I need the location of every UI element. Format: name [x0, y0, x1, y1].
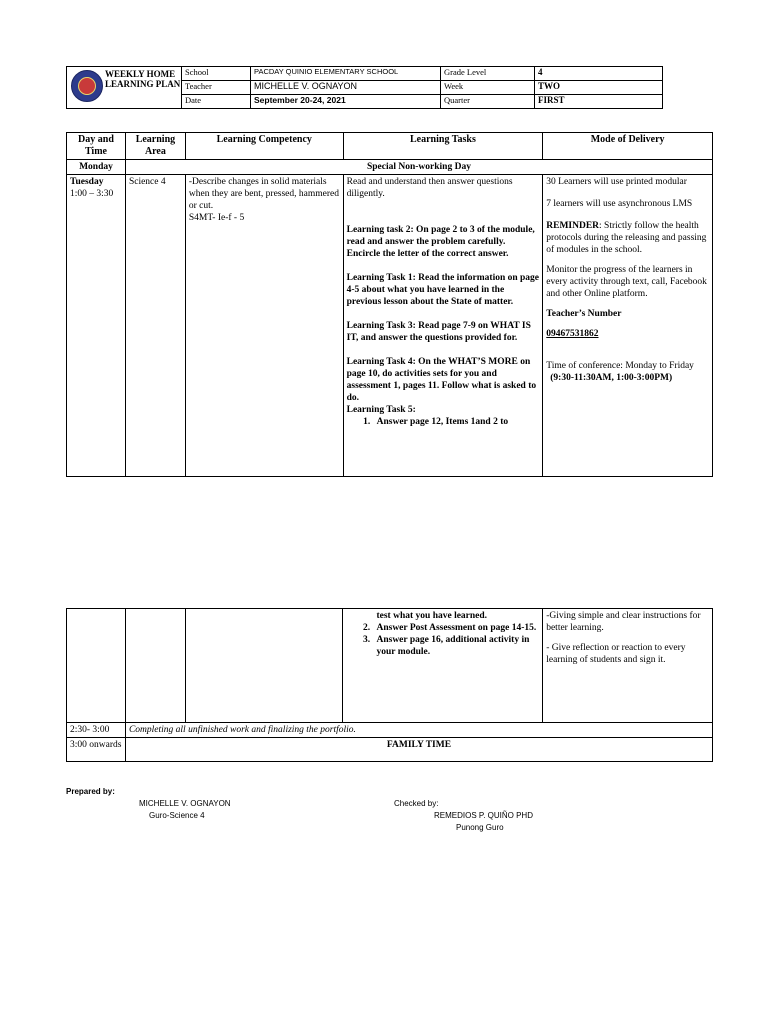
cont-tasks-cell — [343, 609, 543, 723]
cont-competency-cell — [185, 609, 343, 723]
tasks-intro: Read and understand then answer questions diligently. — [346, 177, 513, 199]
task-3: Learning Task 3: Read page 7-9 on WHAT IS IT, and answer the questions provided for. — [346, 321, 531, 343]
tuesday-day: Tuesday — [70, 177, 104, 187]
monday-note: Special Non-working Day — [125, 160, 712, 175]
cont-delivery-cell — [543, 609, 713, 723]
tuesday-area: Science 4 — [125, 175, 185, 477]
task-5-list — [347, 416, 540, 428]
prepared-by-label: Prepared by: — [66, 787, 115, 796]
family-time-text: FAMILY TIME — [125, 738, 712, 762]
reminder-text: : Strictly follow the health protocols during the releasing and passing of modules in the school. — [546, 221, 707, 255]
date-label: Date — [182, 95, 251, 109]
family-time-slot: 3:00 onwards — [67, 738, 126, 762]
logo-cell — [67, 67, 182, 109]
conference-time: Time of conference: Monday to Friday — [546, 361, 694, 371]
portfolio-text: Completing all unfinished work and finalizing the portfolio. — [125, 723, 712, 738]
quarter-value: FIRST — [535, 95, 663, 109]
prepared-by-role: Guro-Science 4 — [149, 811, 205, 820]
task-5-item-2: 2. Answer Post Assessment on page 14-15. — [372, 622, 539, 634]
col-competency: Learning Competency — [185, 133, 343, 160]
task-5-item-3: 3. Answer page 16, additional activity in your module. — [372, 634, 539, 658]
tuesday-tasks-cell — [343, 175, 543, 477]
portfolio-time: 2:30- 3:00 — [67, 723, 126, 738]
task-1: Learning Task 1: Read the information on page 4-5 about what you have learned in the previous lesson about the State of matter. — [346, 273, 540, 307]
checked-by-label: Checked by: — [394, 799, 439, 808]
delivery-reflection: - Give reflection or reaction to every learning of students and sign it. — [546, 643, 686, 665]
monitor-text: Monitor the progress of the learners in every activity through text, call, Facebook and other Online platform. — [546, 265, 707, 299]
col-tasks: Learning Tasks — [343, 133, 543, 160]
plan-title: WEEKLY HOME LEARNING PLAN — [105, 69, 181, 89]
delivery-simple: -Giving simple and clear instructions for better learning. — [546, 611, 701, 633]
checked-by-role: Punong Guro — [456, 823, 504, 832]
col-area: Learning Area — [125, 133, 185, 160]
task-5-list-cont — [346, 622, 539, 658]
prepared-by-name: MICHELLE V. OGNAYON — [139, 799, 231, 808]
task-5: Learning Task 5: — [346, 405, 416, 415]
reminder — [546, 220, 709, 256]
week-value: TWO — [535, 81, 663, 95]
monday-day: Monday — [67, 160, 126, 175]
tuesday-cell — [67, 175, 126, 477]
task-4: Learning Task 4: On the WHAT’S MORE on page 10, do activities sets for you and assessment 1, pages 11. Follow what is asked to do. — [346, 357, 537, 403]
reminder-label: REMINDER — [546, 221, 600, 231]
deped-seal-icon — [71, 70, 103, 102]
task-5-item-1-cont: test what you have learned. — [376, 611, 488, 621]
cont-day-cell — [67, 609, 126, 723]
tuesday-competency-cell — [185, 175, 343, 477]
header-table — [66, 66, 663, 109]
task-5-item-1: 1. Answer page 12, Items 1and 2 to — [373, 416, 540, 428]
tuesday-time: 1:00 – 3:30 — [70, 189, 114, 199]
col-day-time: Day and Time — [67, 133, 126, 160]
delivery-printed: 30 Learners will use printed modular — [546, 177, 687, 187]
date-value: September 20-24, 2021 — [251, 95, 441, 109]
teacher-label: Teacher — [182, 81, 251, 95]
competency-text: -Describe changes in solid materials when they are bent, pressed, hammered or cut. — [188, 177, 339, 211]
teacher-number: 09467531862 — [546, 329, 599, 339]
delivery-lms: 7 learners will use asynchronous LMS — [546, 199, 693, 209]
quarter-label: Quarter — [441, 95, 535, 109]
cont-area-cell — [125, 609, 185, 723]
col-delivery: Mode of Delivery — [543, 133, 713, 160]
school-label: School — [182, 67, 251, 81]
plan-table — [66, 132, 713, 477]
school-value: PACDAY QUINIO ELEMENTARY SCHOOL — [251, 67, 441, 81]
grade-value: 4 — [535, 67, 663, 81]
week-label: Week — [441, 81, 535, 95]
task-2: Learning task 2: On page 2 to 3 of the module, read and answer the problem carefully. Encircle the letter of the correct answer. — [346, 225, 535, 259]
plan-table-continued — [66, 608, 713, 762]
teacher-value: MICHELLE V. OGNAYON — [251, 81, 441, 95]
teacher-number-label: Teacher’s Number — [546, 309, 622, 319]
grade-label: Grade Level — [441, 67, 535, 81]
competency-code: S4MT- Ie-f - 5 — [188, 213, 245, 223]
checked-by-name: REMEDIOS P. QUIÑO PHD — [434, 811, 533, 820]
tuesday-delivery-cell — [543, 175, 713, 477]
conference-hours: (9:30-11:30AM, 1:00-3:00PM) — [550, 373, 673, 383]
